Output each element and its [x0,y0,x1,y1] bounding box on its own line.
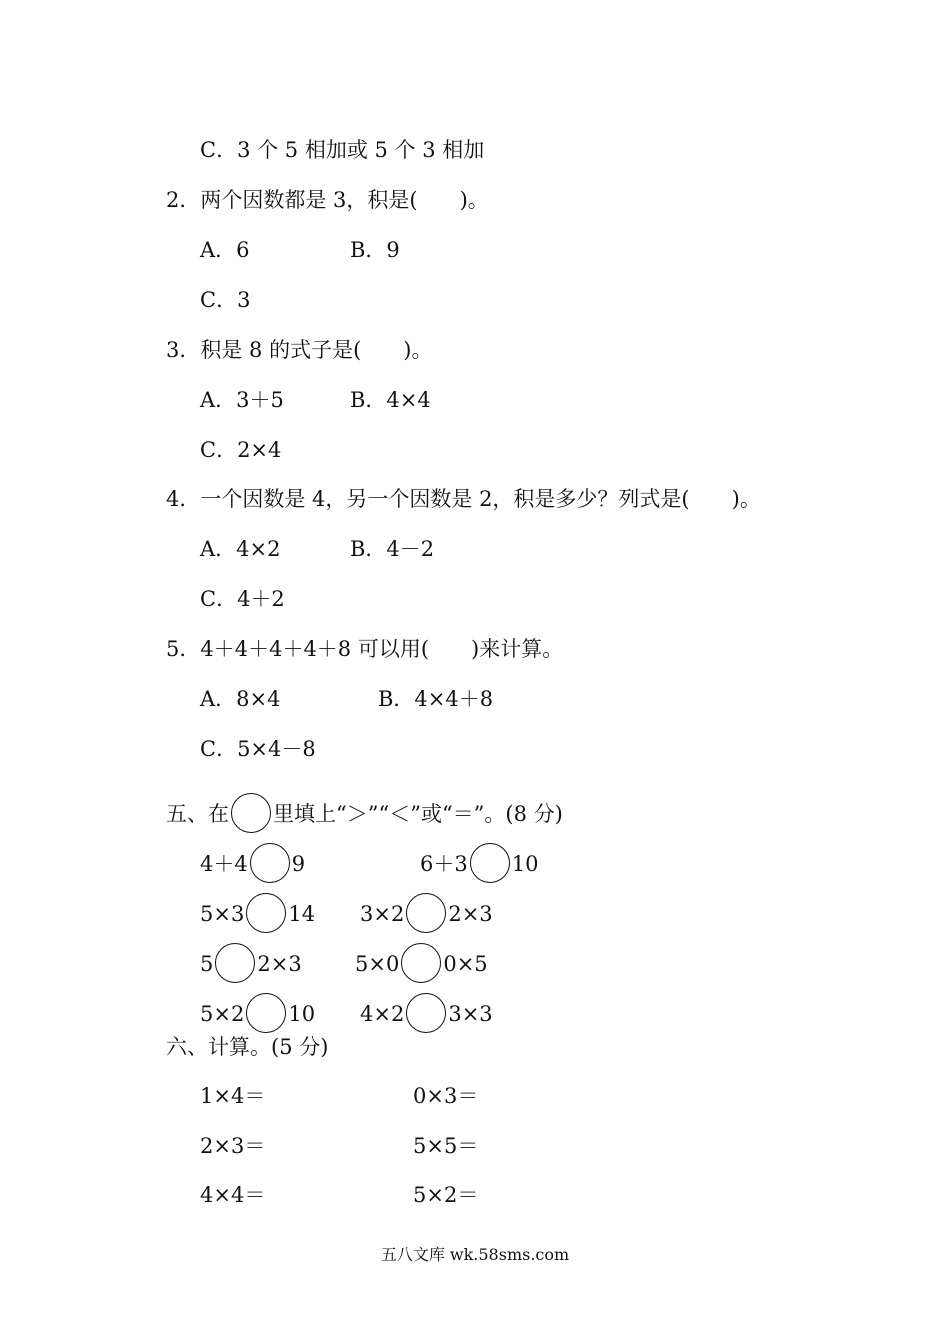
compare-left: 5×3 [200,902,245,926]
q4-option-a: A．4×2 [200,537,281,561]
compare-item-4 [360,893,493,926]
compare-right: 10 [511,852,539,876]
q5-option-c: C．5×4－8 [200,737,316,761]
compare-item-1 [200,843,306,876]
compare-left: 6＋3 [420,852,468,876]
compare-item-2 [420,843,539,876]
q1-option-c: C．3 个 5 相加或 5 个 3 相加 [200,138,485,162]
compare-item-6 [355,943,488,976]
calc-item-6: 5×2＝ [413,1183,479,1207]
answer-circle-input[interactable] [215,943,255,983]
compare-item-7 [200,993,316,1026]
compare-item-5 [200,943,302,976]
compare-right: 10 [288,1002,316,1026]
q3-option-b: B．4×4 [350,388,431,412]
compare-left: 5×2 [200,1002,245,1026]
q3-option-a: A．3＋5 [200,388,284,412]
compare-right: 14 [288,902,316,926]
answer-circle-input[interactable] [401,943,441,983]
footer-watermark: 五八文库 wk.58sms.com [380,1245,570,1264]
compare-right: 0×5 [443,952,488,976]
answer-circle-input[interactable] [246,893,286,933]
compare-right: 2×3 [448,902,493,926]
compare-item-8 [360,993,493,1026]
compare-right: 2×3 [257,952,302,976]
compare-left: 5 [200,952,214,976]
q4-option-b: B．4－2 [350,537,435,561]
q5-option-a: A．8×4 [200,687,281,711]
compare-right: 9 [291,852,306,876]
section6-title: 六、计算。(5 分) [166,1035,329,1059]
section5-title-before: 五、在 [166,802,229,826]
q5-stem: 5．4＋4＋4＋4＋8 可以用( )来计算。 [166,637,564,661]
compare-left: 5×0 [355,952,400,976]
answer-circle-input[interactable] [406,993,446,1033]
compare-left: 3×2 [360,902,405,926]
answer-circle-input[interactable] [246,993,286,1033]
blank-circle-icon [231,793,271,833]
compare-left: 4×2 [360,1002,405,1026]
q3-option-c: C．2×4 [200,438,282,462]
q2-stem: 2．两个因数都是 3，积是( )。 [166,188,489,212]
q4-option-c: C．4＋2 [200,587,285,611]
compare-left: 4＋4 [200,852,248,876]
calc-item-4: 5×5＝ [413,1134,479,1158]
q5-option-b: B．4×4＋8 [378,687,494,711]
q2-option-b: B．9 [350,238,400,262]
answer-circle-input[interactable] [250,843,290,883]
q3-stem: 3．积是 8 的式子是( )。 [166,338,433,362]
compare-right: 3×3 [448,1002,493,1026]
section5-title-after: 里填上“＞”“＜”或“＝”。(8 分) [273,802,563,826]
answer-circle-input[interactable] [406,893,446,933]
calc-item-2: 0×3＝ [413,1084,479,1108]
calc-item-3: 2×3＝ [200,1134,266,1158]
answer-circle-input[interactable] [470,843,510,883]
section5-title [166,793,563,826]
calc-item-5: 4×4＝ [200,1183,266,1207]
q4-stem: 4．一个因数是 4，另一个因数是 2，积是多少？列式是( )。 [166,487,761,511]
q2-option-a: A．6 [200,238,250,262]
calc-item-1: 1×4＝ [200,1084,266,1108]
q2-option-c: C．3 [200,288,251,312]
compare-item-3 [200,893,316,926]
